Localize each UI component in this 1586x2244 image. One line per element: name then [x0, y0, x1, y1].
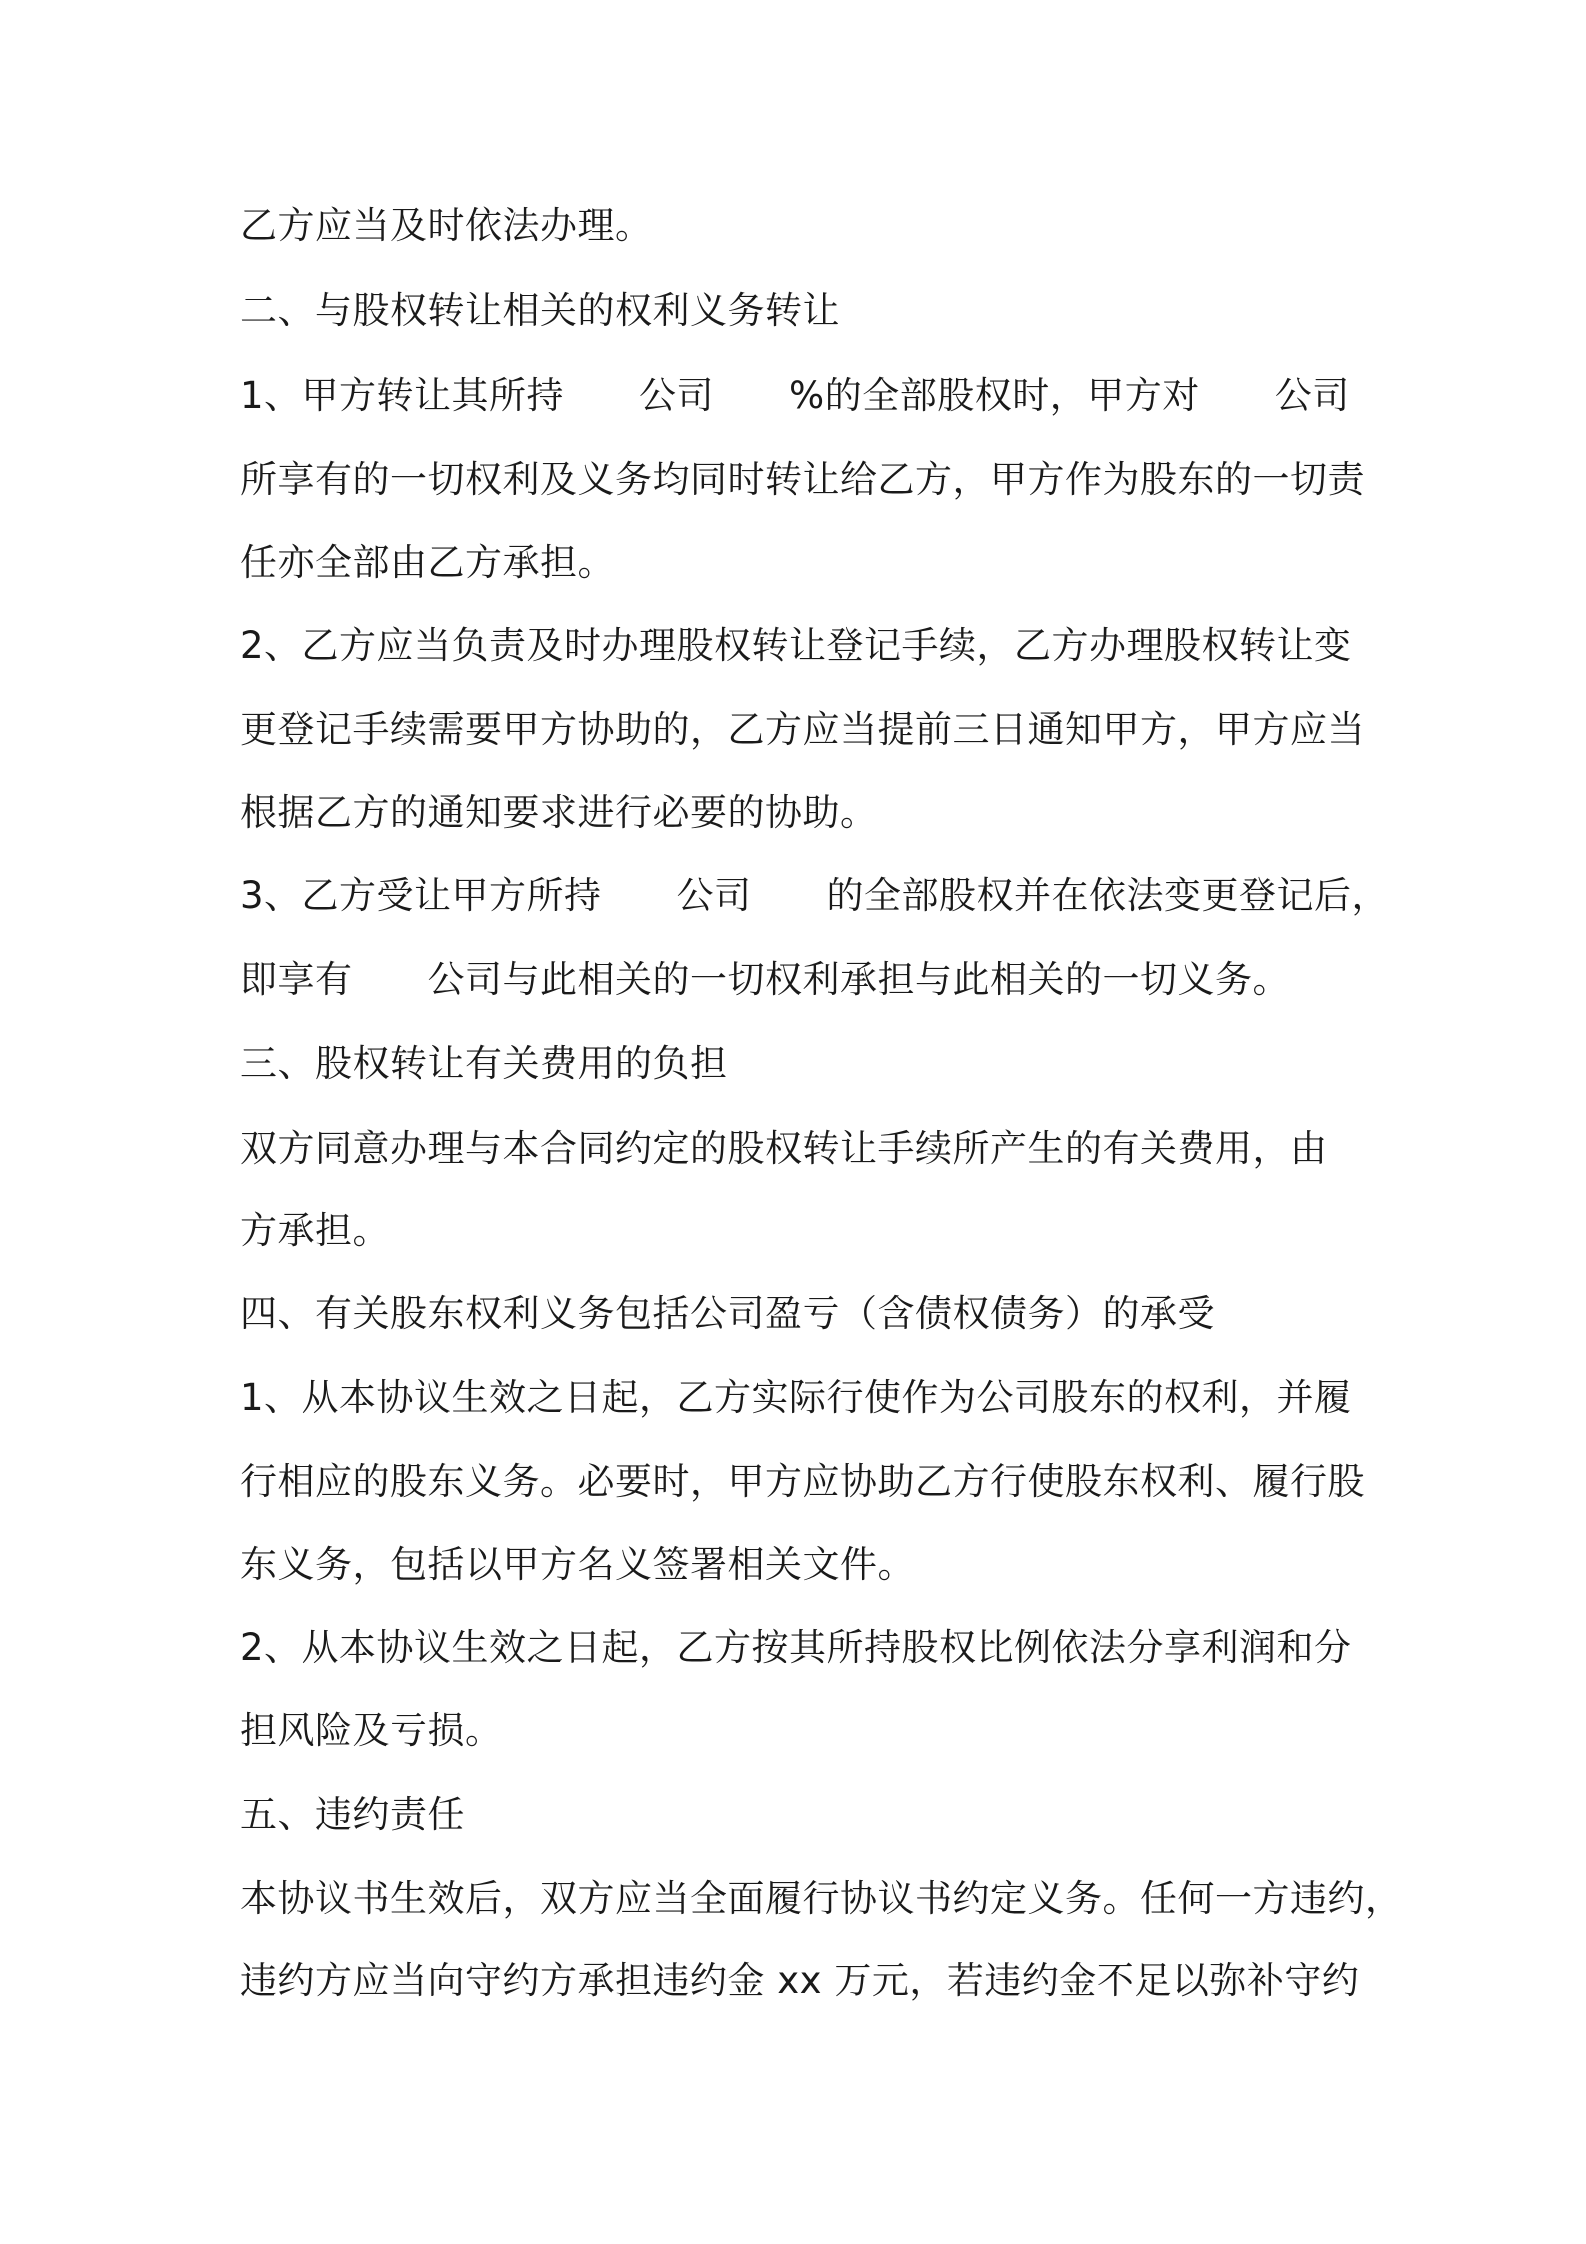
section-heading: 四、有关股东权利义务包括公司盈亏（含债权债务）的承受: [240, 1292, 1215, 1335]
text-line: 担风险及亏损。: [240, 1709, 503, 1752]
section-heading: 二、与股权转让相关的权利义务转让: [240, 289, 840, 332]
text-line: 3、乙方受让甲方所持 公司 的全部股权并在依法变更登记后，: [240, 874, 1390, 917]
text-line: 方承担。: [240, 1209, 390, 1252]
text-line: 根据乙方的通知要求进行必要的协助。: [240, 791, 878, 834]
text-line: 本协议书生效后，双方应当全面履行协议书约定义务。任何一方违约，: [240, 1877, 1403, 1920]
section-heading: 五、违约责任: [240, 1793, 465, 1836]
section-heading: 三、股权转让有关费用的负担: [240, 1042, 728, 1085]
text-line: 1、甲方转让其所持 公司 %的全部股权时，甲方对 公司: [240, 374, 1350, 417]
text-line: 即享有 公司与此相关的一切权利承担与此相关的一切义务。: [240, 958, 1290, 1001]
text-line: 违约方应当向守约方承担违约金 xx 万元，若违约金不足以弥补守约: [240, 1959, 1360, 2002]
text-line: 所享有的一切权利及义务均同时转让给乙方，甲方作为股东的一切责: [240, 458, 1365, 501]
text-line: 双方同意办理与本合同约定的股权转让手续所产生的有关费用，由: [240, 1127, 1328, 1170]
text-line: 乙方应当及时依法办理。: [240, 204, 653, 247]
text-line: 任亦全部由乙方承担。: [240, 541, 615, 584]
text-line: 2、乙方应当负责及时办理股权转让登记手续，乙方办理股权转让变: [240, 624, 1352, 667]
text-line: 东义务，包括以甲方名义签署相关文件。: [240, 1543, 915, 1586]
text-line: 更登记手续需要甲方协助的，乙方应当提前三日通知甲方，甲方应当: [240, 708, 1365, 751]
text-line: 1、从本协议生效之日起，乙方实际行使作为公司股东的权利，并履: [240, 1376, 1352, 1419]
text-line: 2、从本协议生效之日起，乙方按其所持股权比例依法分享利润和分: [240, 1626, 1352, 1669]
text-line: 行相应的股东义务。必要时，甲方应协助乙方行使股东权利、履行股: [240, 1460, 1365, 1503]
